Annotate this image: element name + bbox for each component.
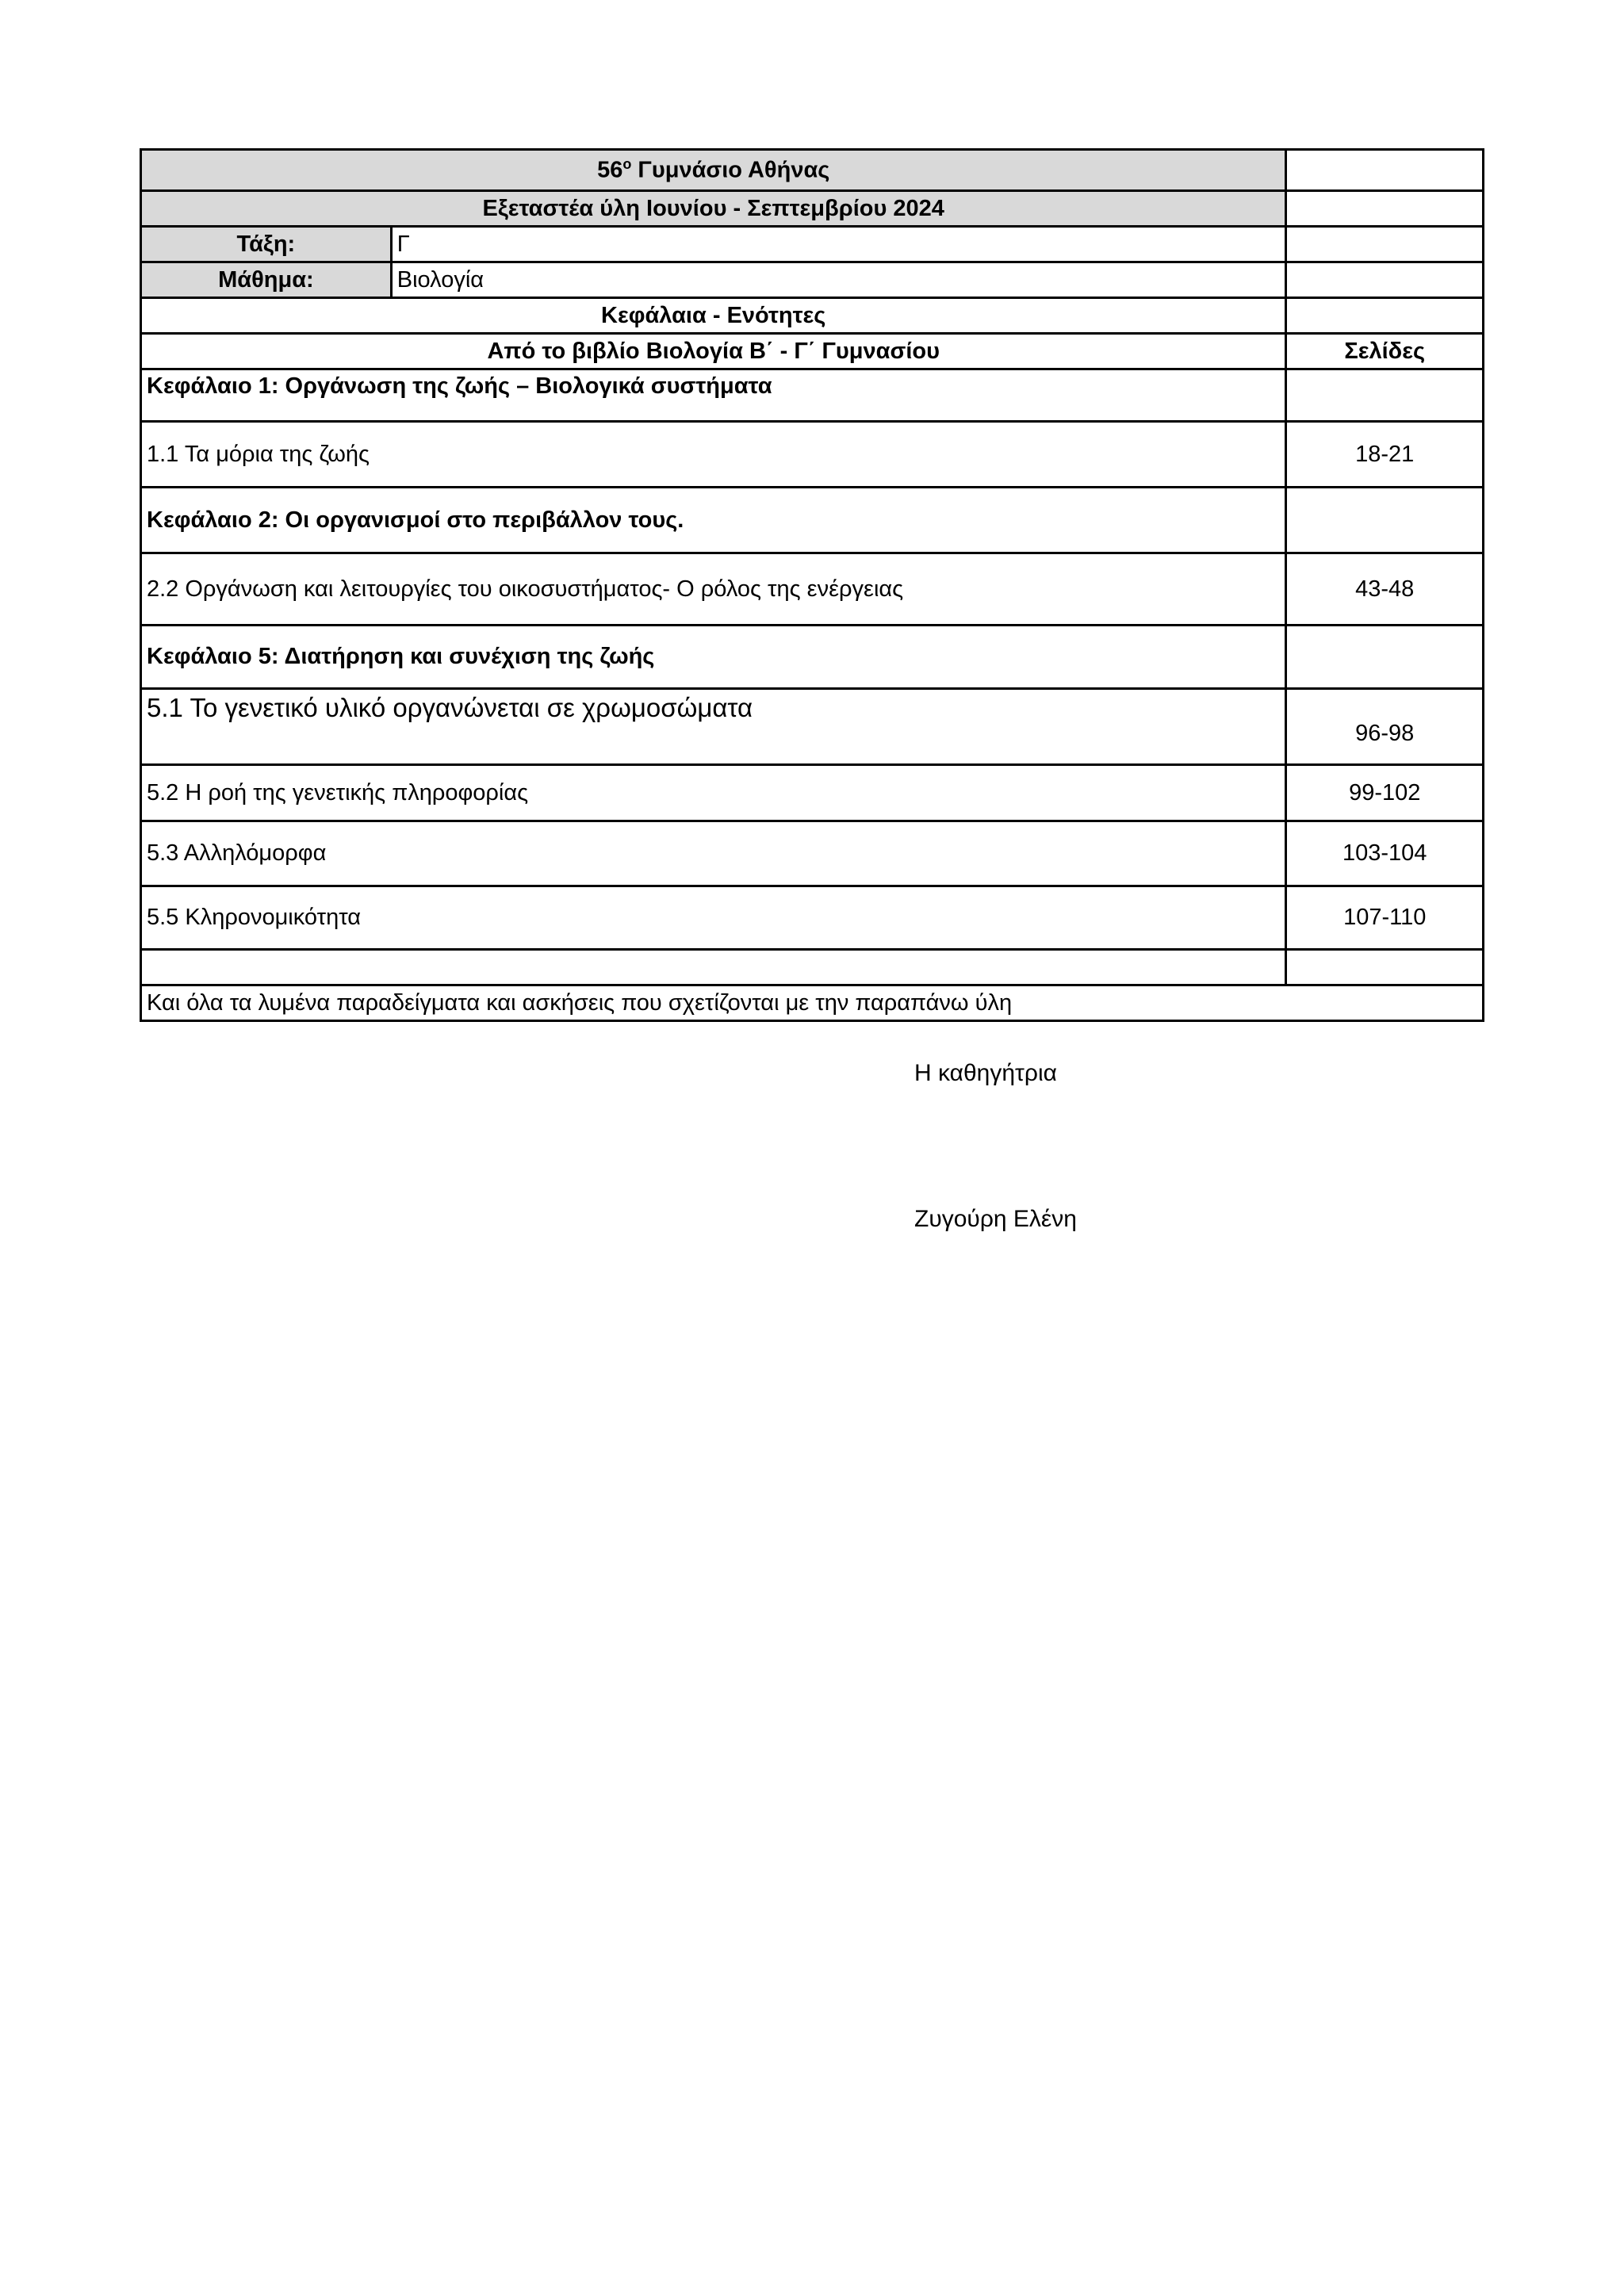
chapter-row bbox=[141, 369, 1484, 422]
section-row bbox=[141, 765, 1484, 821]
section-row bbox=[141, 689, 1484, 765]
empty-cell bbox=[1286, 950, 1484, 985]
section-row bbox=[141, 422, 1484, 488]
section-title: 5.3 Αλληλόμορφα bbox=[141, 821, 1286, 886]
empty-cell bbox=[1286, 227, 1484, 262]
section-row bbox=[141, 886, 1484, 950]
empty-cell bbox=[1286, 191, 1484, 227]
book-title: Από το βιβλίο Βιολογία Β΄ - Γ΄ Γυμνασίου bbox=[141, 334, 1286, 369]
section-title: 5.5 Κληρονομικότητα bbox=[141, 886, 1286, 950]
chapters-title: Κεφάλαια - Ενότητες bbox=[141, 298, 1286, 334]
subject-value: Βιολογία bbox=[391, 262, 1286, 298]
subject-row bbox=[141, 262, 1484, 298]
section-title: 2.2 Οργάνωση και λειτουργίες του οικοσυστήματος- Ο ρόλος της ενέργειας bbox=[141, 553, 1286, 626]
school-row bbox=[141, 150, 1484, 191]
section-title: 1.1 Τα μόρια της ζωής bbox=[141, 422, 1286, 488]
book-title-row bbox=[141, 334, 1484, 369]
class-value: Γ bbox=[391, 227, 1286, 262]
school-number-suffix: ο bbox=[622, 156, 632, 173]
pages-cell bbox=[1286, 369, 1484, 422]
pages-cell: 18-21 bbox=[1286, 422, 1484, 488]
chapter-heading: Κεφάλαιο 5: Διατήρηση και συνέχιση της ζωής bbox=[141, 626, 1286, 689]
pages-cell: 99-102 bbox=[1286, 765, 1484, 821]
section-row bbox=[141, 553, 1484, 626]
pages-cell: 107-110 bbox=[1286, 886, 1484, 950]
class-row bbox=[141, 227, 1484, 262]
empty-cell bbox=[141, 950, 1286, 985]
section-title: 5.2 Η ροή της γενετικής πληροφορίας bbox=[141, 765, 1286, 821]
subject-label: Μάθημα: bbox=[141, 262, 392, 298]
school-title bbox=[141, 150, 1286, 191]
pages-cell bbox=[1286, 626, 1484, 689]
pages-header: Σελίδες bbox=[1286, 334, 1484, 369]
chapter-row bbox=[141, 488, 1484, 553]
chapter-heading: Κεφάλαιο 2: Οι οργανισμοί στο περιβάλλον τους. bbox=[141, 488, 1286, 553]
section-title: 5.1 Το γενετικό υλικό οργανώνεται σε χρωμοσώματα bbox=[141, 689, 1286, 765]
pages-cell: 96-98 bbox=[1286, 689, 1484, 765]
syllabus-table bbox=[140, 148, 1484, 1022]
chapter-row bbox=[141, 626, 1484, 689]
footer-note: Και όλα τα λυμένα παραδείγματα και ασκήσεις που σχετίζονται με την παραπάνω ύλη bbox=[141, 985, 1484, 1021]
exam-title: Εξεταστέα ύλη Ιουνίου - Σεπτεμβρίου 2024 bbox=[141, 191, 1286, 227]
class-label: Τάξη: bbox=[141, 227, 392, 262]
empty-cell bbox=[1286, 150, 1484, 191]
footer-note-row bbox=[141, 985, 1484, 1021]
exam-title-row bbox=[141, 191, 1484, 227]
empty-cell bbox=[1286, 298, 1484, 334]
school-number: 56 bbox=[597, 157, 623, 183]
syllabus-sheet bbox=[140, 148, 1484, 1022]
signature-name: Ζυγούρη Ελένη bbox=[914, 1206, 1077, 1232]
empty-cell bbox=[1286, 262, 1484, 298]
school-name: Γυμνάσιο Αθήνας bbox=[638, 157, 830, 183]
signature-role: Η καθηγήτρια bbox=[914, 1060, 1057, 1086]
empty-row bbox=[141, 950, 1484, 985]
chapters-title-row bbox=[141, 298, 1484, 334]
pages-cell: 103-104 bbox=[1286, 821, 1484, 886]
pages-cell: 43-48 bbox=[1286, 553, 1484, 626]
pages-cell bbox=[1286, 488, 1484, 553]
chapter-heading: Κεφάλαιο 1: Οργάνωση της ζωής – Βιολογικά συστήματα bbox=[141, 369, 1286, 422]
section-row bbox=[141, 821, 1484, 886]
